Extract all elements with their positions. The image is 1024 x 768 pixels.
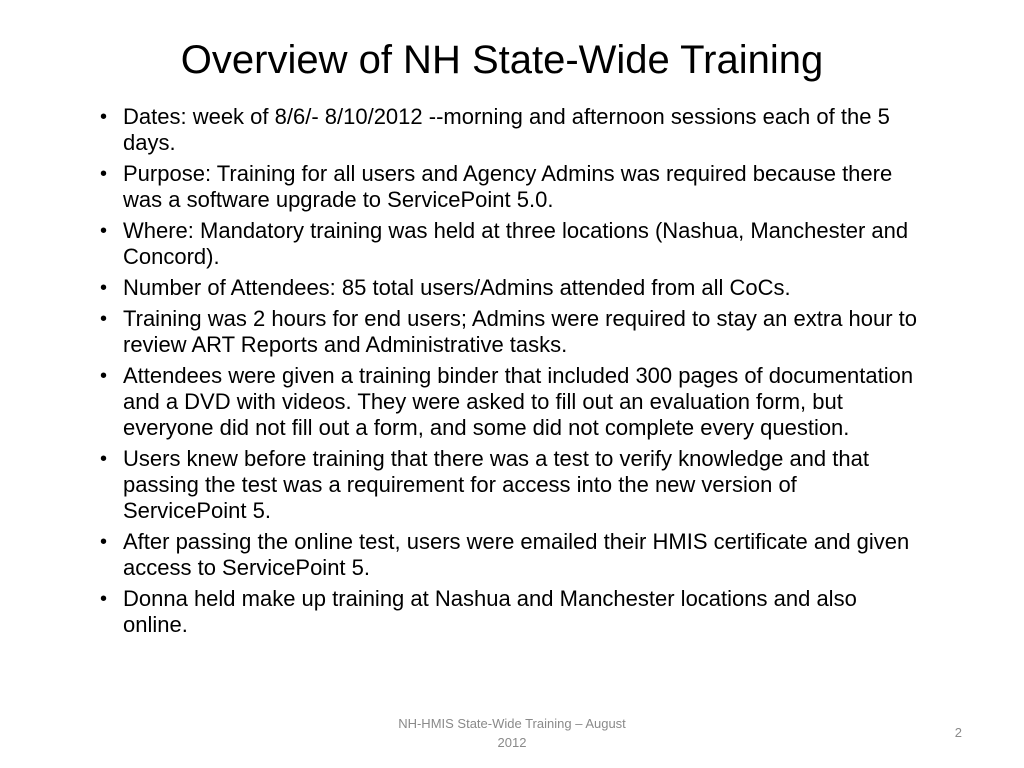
footer-line-1: NH-HMIS State-Wide Training – August [398, 716, 626, 731]
bullet-list [100, 104, 920, 643]
bullet-item [100, 218, 920, 270]
bullet-text: Where: Mandatory training was held at three locations (Nashua, Manchester and Concord). [123, 218, 909, 269]
bullet-icon: • [100, 163, 108, 185]
bullet-icon: • [100, 531, 108, 553]
bullet-icon: • [100, 448, 108, 470]
bullet-item [100, 104, 920, 156]
bullet-item [100, 275, 920, 301]
bullet-item [100, 306, 920, 358]
bullet-icon: • [100, 365, 108, 387]
bullet-text: Donna held make up training at Nashua and Manchester locations and also online. [123, 586, 857, 637]
bullet-item [100, 161, 920, 213]
bullet-icon: • [100, 588, 108, 610]
bullet-text: Training was 2 hours for end users; Admins were required to stay an extra hour to review ART Reports and Administrative tasks. [123, 306, 918, 357]
footer-line-2: 2012 [497, 735, 527, 750]
slide-footer [362, 714, 662, 752]
bullet-text: Dates: week of 8/6/- 8/10/2012 --morning and afternoon sessions each of the 5 days. [123, 104, 890, 155]
bullet-text: Number of Attendees: 85 total users/Admins attended from all CoCs. [123, 275, 791, 300]
bullet-icon: • [100, 308, 108, 330]
bullet-text: After passing the online test, users were emailed their HMIS certificate and given access to ServicePoint 5. [123, 529, 910, 580]
bullet-item [100, 446, 920, 524]
slide-title: Overview of NH State-Wide Training [180, 38, 824, 82]
bullet-icon: • [100, 106, 108, 128]
bullet-item [100, 586, 920, 638]
page-number: 2 [954, 725, 962, 740]
bullet-icon: • [100, 277, 108, 299]
bullet-icon: • [100, 220, 108, 242]
bullet-text: Users knew before training that there was a test to verify knowledge and that passing the test was a requirement for access into the new version of ServicePoint 5. [123, 446, 869, 523]
bullet-text: Purpose: Training for all users and Agency Admins was required because there was a software upgrade to ServicePoint 5.0. [123, 161, 893, 212]
bullet-text: Attendees were given a training binder that included 300 pages of documentation and a DVD with videos. They were asked to fill out an evaluation form, but everyone did not fill out a form, and some did not complete every question. [123, 363, 914, 440]
bullet-item [100, 529, 920, 581]
bullet-item [100, 363, 920, 441]
